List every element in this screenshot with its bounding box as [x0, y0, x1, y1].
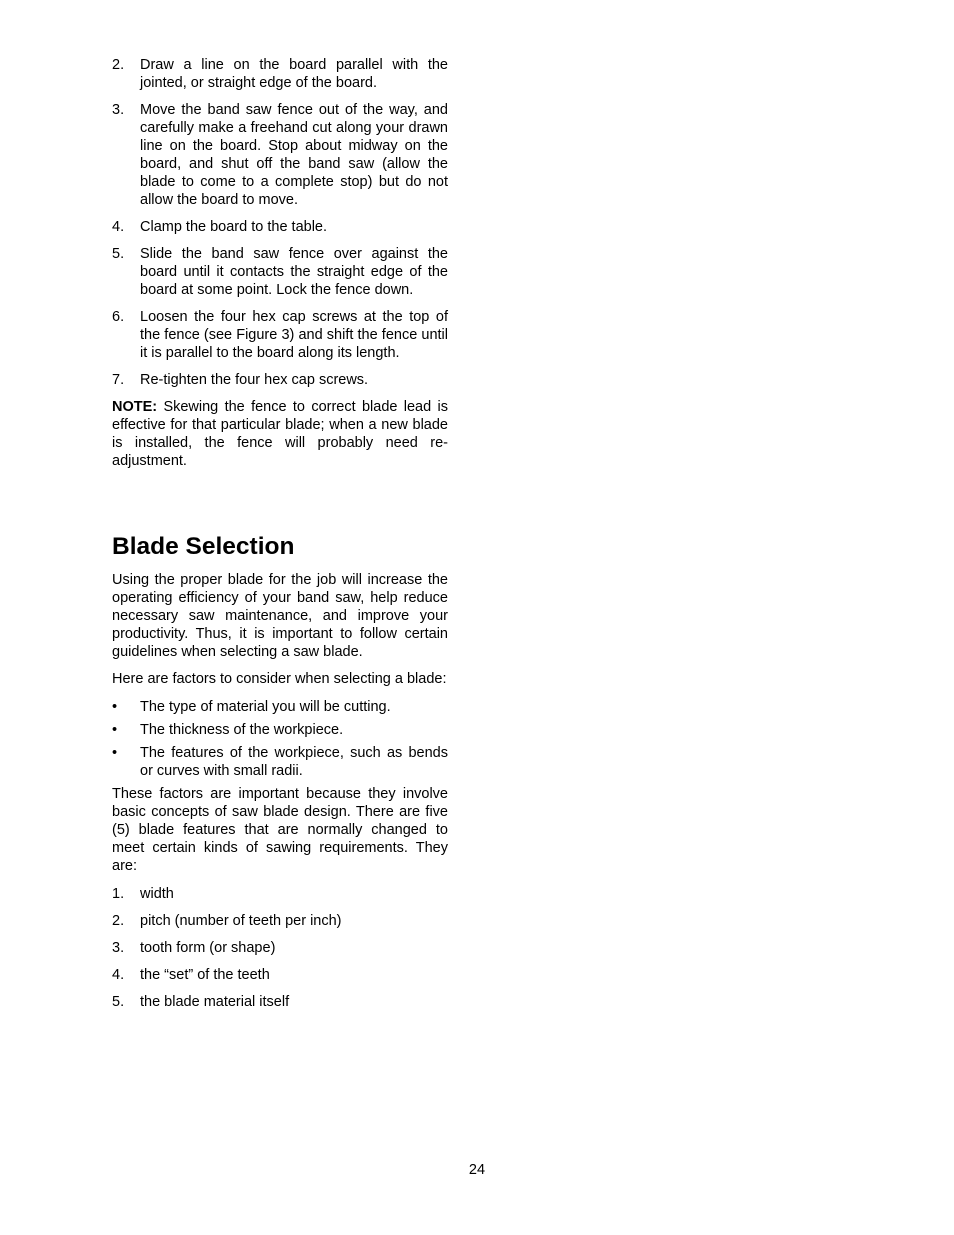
page-number: 24: [468, 1162, 486, 1178]
bullet-text: The features of the workpiece, such as bends or curves with small radii.: [140, 745, 448, 779]
list-number: 2.: [112, 57, 125, 73]
list-number: 7.: [112, 372, 125, 388]
list-number: 4.: [112, 219, 125, 235]
list-number: 2.: [112, 913, 125, 929]
intro-paragraph: Using the proper blade for the job will increase the operating efficiency of your band saw, help reduce necessary saw maintenance, and improve your productivity. Thus, it is important to follow certain guidelines when selecting a saw blade.: [112, 572, 448, 660]
section-heading: Blade Selection: [112, 533, 295, 560]
note-paragraph: [112, 398, 448, 470]
steps-list: [112, 56, 448, 389]
list-text: tooth form (or shape): [140, 940, 276, 956]
list-number: 4.: [112, 967, 125, 983]
list-text: pitch (number of teeth per inch): [140, 913, 342, 929]
list-item: [112, 245, 448, 299]
list-text: Slide the band saw fence over against the board until it contacts the straight edge of the board at some point. Lock the fence down.: [140, 246, 448, 298]
factors-intro-paragraph: Here are factors to consider when selecting a blade:: [112, 671, 447, 687]
list-text: Re-tighten the four hex cap screws.: [140, 372, 369, 388]
bullet-text: The thickness of the workpiece.: [140, 722, 344, 738]
list-text: width: [140, 886, 174, 902]
list-text: Move the band saw fence out of the way, and carefully make a freehand cut along your drawn line on the board. Stop about midway on the board, and shut off the band saw (allow the blade to come to a complete stop) but do not allow the board to move.: [140, 102, 448, 208]
list-item: [112, 308, 448, 362]
bullet-icon: •: [112, 745, 118, 761]
bullet-item: [112, 698, 448, 716]
list-item: [112, 371, 448, 389]
list-item: [112, 56, 448, 92]
factors-bullet-list: [112, 698, 448, 780]
explanation-paragraph: These factors are important because they involve basic concepts of saw blade design. There are five (5) blade features that are normally changed to meet certain kinds of sawing requirements. They are:: [112, 786, 448, 874]
list-text: Loosen the four hex cap screws at the top of the fence (see Figure 3) and shift the fence until it is parallel to the board along its length.: [140, 309, 448, 361]
list-item: [112, 885, 448, 903]
bullet-icon: •: [112, 699, 118, 715]
list-item: [112, 101, 448, 209]
list-number: 1.: [112, 886, 125, 902]
list-item: [112, 966, 448, 984]
note-label: NOTE:: [112, 399, 158, 415]
bullet-text: The type of material you will be cutting.: [140, 699, 391, 715]
text-column: [112, 56, 448, 1020]
note-text: Skewing the fence to correct blade lead is effective for that particular blade; when a new blade is installed, the fence will probably need re-adjustment.: [112, 399, 448, 469]
list-item: [112, 912, 448, 930]
list-item: [112, 939, 448, 957]
bullet-icon: •: [112, 722, 118, 738]
list-number: 5.: [112, 246, 125, 262]
list-item: [112, 218, 448, 236]
list-number: 3.: [112, 102, 125, 118]
features-list: [112, 885, 448, 1011]
list-text: Clamp the board to the table.: [140, 219, 328, 235]
list-number: 3.: [112, 940, 125, 956]
list-item: [112, 993, 448, 1011]
list-text: the blade material itself: [140, 994, 290, 1010]
list-text: the “set” of the teeth: [140, 967, 270, 983]
list-number: 6.: [112, 309, 125, 325]
list-number: 5.: [112, 994, 125, 1010]
bullet-item: [112, 721, 448, 739]
bullet-item: [112, 744, 448, 780]
list-text: Draw a line on the board parallel with the jointed, or straight edge of the board.: [140, 57, 448, 91]
